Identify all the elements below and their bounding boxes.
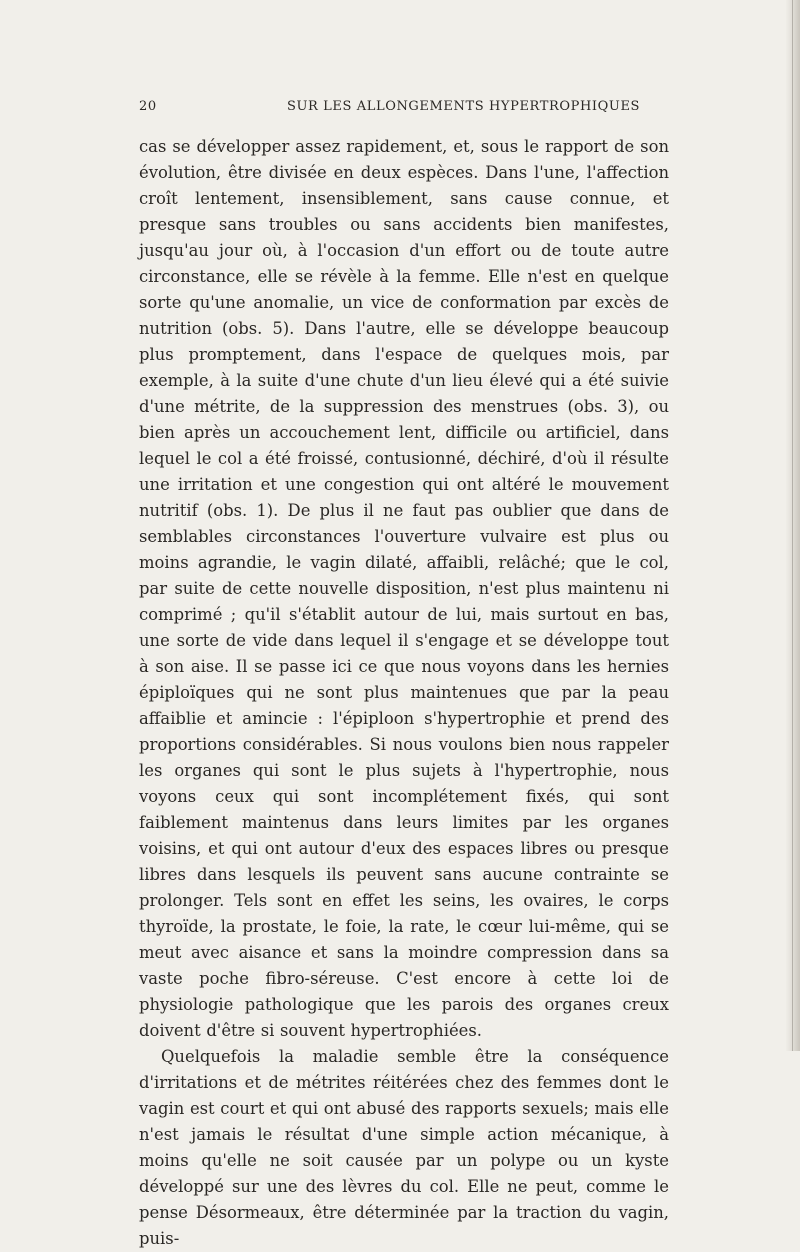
paragraph-quelquefois: Quelquefois la maladie semble être la conséquence d'irritations et de métrites réitérées chez des femmes dont le vagin est court et qui ont abusé des rapports sexuels; mais elle n'est jamais le résultat d'une simple action mécanique, à moins qu'elle ne soit causée par un polype ou un kyste développé sur une des lèvres du col. Elle ne peut, comme le pense Désormeaux, être déterminée par la traction du vagin, puis- [139,1047,669,1248]
page-header [139,99,667,119]
page-number: 20 [139,99,157,114]
paragraph-continuation: cas se développer assez rapidement, et, sous le rapport de son évolution, être divisée en deux espèces. Dans l'une, l'affection croît lentement, insensiblement, sans cause connue, et presque sans troubles ou sans accidents bien manifestes, jusqu'au jour où, à l'occasion d'un effort ou de toute autre circonstance, elle se révèle à la femme. Elle n'est en quelque sorte qu'une anomalie, un vice de conformation par excès de nutrition (obs. 5). Dans l'autre, elle se développe beaucoup plus promptement, dans l'espace de quelques mois, par exemple, à la suite d'une chute d'un lieu élevé qui a été suivie d'une métrite, de la suppression des menstrues (obs. 3), ou bien après un accouchement lent, difficile ou artificiel, dans lequel le col a été froissé, contusionné, déchiré, d'où il résulte une irritation et une congestion qui ont altéré le mouvement nutritif (obs. 1). De plus il ne faut pas oublier que dans de semblables circonstances l'ouverture vulvaire est plus ou moins agrandie, le vagin dilaté, affaibli, relâché; que le col, par suite de cette nouvelle disposition, n'est plus maintenu ni comprimé ; qu'il s'établit autour de lui, mais surtout en bas, une sorte de vide dans lequel il s'engage et se développe tout à son aise. Il se passe ici ce que nous voyons dans les hernies épiploïques qui ne sont plus maintenues que par la peau affaiblie et amincie : l'épiploon s'hypertrophie et prend des proportions considérables. Si nous voulons bien nous rappeler les organes qui sont le plus sujets à l'hypertrophie, nous voyons ceux qui sont incomplétement fixés, qui sont faiblement maintenus dans leurs limites par les organes voisins, et qui ont autour d'eux des espaces libres ou presque libres dans lesquels ils peuvent sans aucune contrainte se prolonger. Tels sont en effet les seins, les ovaires, le corps thyroïde, la prostate, le foie, la rate, le cœur lui-même, qui se meut avec aisance et sans la moindre compression dans sa vaste poche fibro-séreuse. C'est encore à cette loi de physiologie pathologique que les parois des organes creux doivent d'être si souvent hypertrophiées. [139,137,669,1040]
running-title: SUR LES ALLONGEMENTS HYPERTROPHIQUES [287,99,641,114]
page-edge-line [792,0,793,1051]
body-text [139,134,669,1252]
page-edge-shadow [786,0,800,1051]
